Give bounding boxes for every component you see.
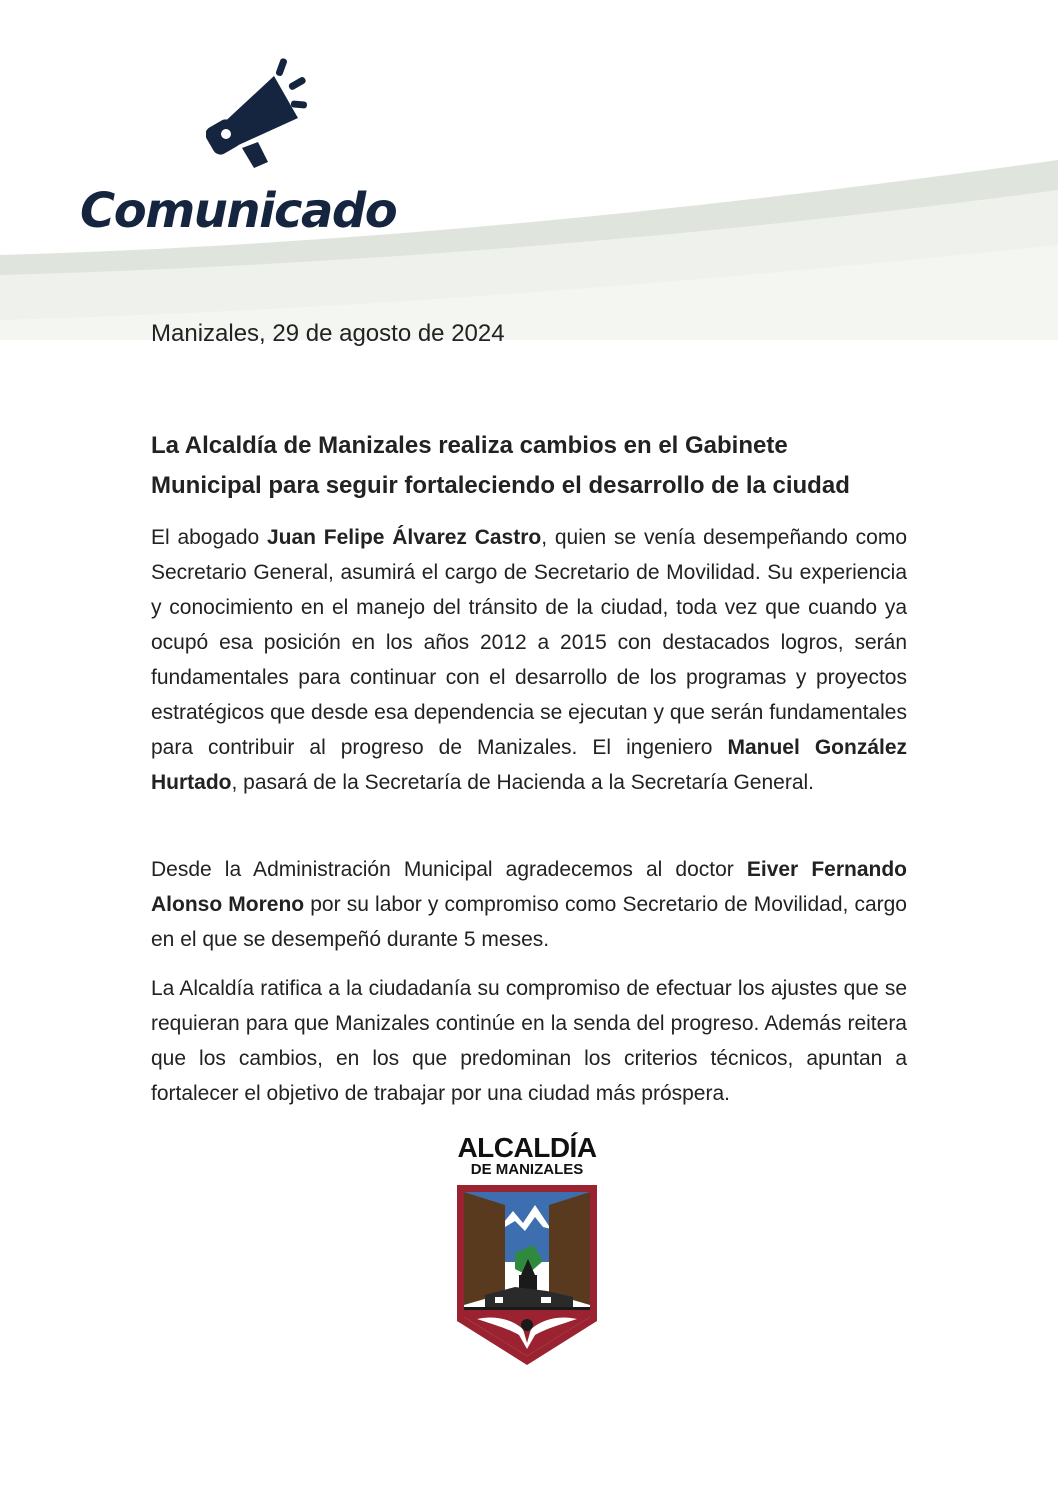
paragraph-text: El abogado bbox=[151, 526, 267, 549]
logo-title: ALCALDÍA bbox=[457, 1132, 597, 1163]
paragraph-text: , quien se venía desempeñando como Secretario General, asumirá el cargo de Secretario de Movilidad. Su experiencia y conocimiento en el manejo del tránsito de la ciudad, toda vez que cuando ya ocupó esa posición en los años 2012 a 2015 con destacados logros, serán fundamentales para continuar con el desarrollo de los programas y proyectos estratégicos que desde esa dependencia se ejecutan y que serán fundamentales para contribuir al progreso de Manizales. El ingeniero bbox=[151, 526, 907, 759]
headline-line-2: Municipal para seguir fortaleciendo el desarrollo de la ciudad bbox=[151, 472, 850, 499]
body-paragraph-2 bbox=[151, 852, 907, 957]
document-date: Manizales, 29 de agosto de 2024 bbox=[151, 320, 505, 347]
alcaldia-logo bbox=[452, 1133, 602, 1367]
body-paragraph-1 bbox=[151, 520, 907, 800]
paragraph-text: Desde la Administración Municipal agradecemos al doctor bbox=[151, 858, 747, 881]
paragraph-text: , pasará de la Secretaría de Hacienda a la Secretaría General. bbox=[231, 771, 815, 794]
paragraph-text: por su labor y compromiso como Secretario de Movilidad, cargo en el que se desempeñó durante 5 meses. bbox=[151, 893, 907, 951]
megaphone-icon bbox=[206, 56, 316, 174]
person-name: Juan Felipe Álvarez Castro bbox=[266, 526, 542, 549]
coat-of-arms-shield-icon bbox=[455, 1183, 599, 1367]
logo-subtitle: DE MANIZALES bbox=[470, 1161, 584, 1178]
headline bbox=[151, 426, 911, 506]
body-paragraph-3: La Alcaldía ratifica a la ciudadanía su compromiso de efectuar los ajustes que se requieran para que Manizales continúe en la senda del progreso. Además reitera que los cambios, en los que predominan los criterios técnicos, apuntan a fortalecer el objetivo de trabajar por una ciudad más próspera. bbox=[151, 977, 907, 1105]
page-title: Comunicado bbox=[80, 183, 397, 239]
header-wave-decoration bbox=[0, 150, 1058, 340]
person-name: Manuel González Hurtado bbox=[151, 736, 908, 794]
person-name: Eiver Fernando Alonso Moreno bbox=[151, 858, 907, 916]
headline-line-1: La Alcaldía de Manizales realiza cambios en el Gabinete bbox=[151, 432, 788, 459]
